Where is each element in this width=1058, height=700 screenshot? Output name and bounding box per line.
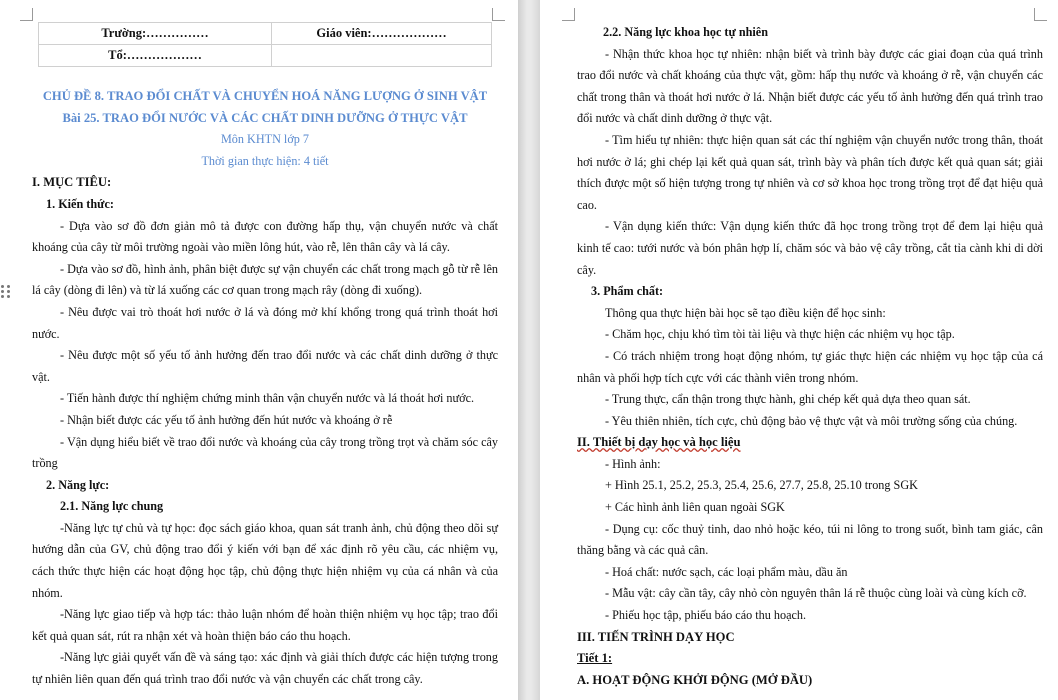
margin-corner-mark xyxy=(20,8,33,21)
lesson-period-label: Tiết 1: xyxy=(577,651,613,666)
margin-corner-mark xyxy=(562,8,575,21)
lesson-period-heading xyxy=(577,648,1043,670)
subsection-heading: 2.2. Năng lực khoa học tự nhiên xyxy=(603,25,768,39)
group-cell[interactable]: Tổ:……………… xyxy=(39,45,272,67)
subject-line: Môn KHTN lớp 7 xyxy=(220,132,310,147)
paragraph: - Yêu thiên nhiên, tích cực, chủ động bảo vệ thực vật và môi trường sống của chúng. xyxy=(605,413,1018,428)
document-page-left[interactable] xyxy=(0,0,518,700)
paragraph: -Năng lực giải quyết vấn đề và sáng tạo: xác định và giải thích được các hiện tượng trong tự nhiên liên quan đến quá trình trao đổi nước và vận chuyển các chất trong cây. xyxy=(32,650,498,687)
duration-line: Thời gian thực hiện: 4 tiết xyxy=(201,153,329,168)
section-heading xyxy=(577,432,1043,454)
margin-corner-mark xyxy=(492,8,505,21)
paragraph: + Các hình ảnh liên quan ngoài SGK xyxy=(605,500,785,515)
activity-heading: A. HOẠT ĐỘNG KHỞI ĐỘNG (MỞ ĐẦU) xyxy=(577,672,813,687)
right-page-content[interactable] xyxy=(577,22,1043,691)
paragraph: - Hình ảnh: xyxy=(605,456,661,471)
paragraph: - Nhận biết được các yếu tố ảnh hưởng đến hút nước và khoáng ở rễ xyxy=(60,412,393,427)
paragraph: - Có trách nhiệm trong hoạt động nhóm, tự giác thực hiện các nhiệm vụ học tập của cá nhân và phối hợp tích cực với các thành viên trong nhóm. xyxy=(577,348,1043,385)
header-table[interactable] xyxy=(38,22,492,67)
paragraph: - Nhận thức khoa học tự nhiên: nhận biết và trình bày được các giai đoạn của quá trình trao đổi nước và chất khoáng của thực vật, gồm: hấp thụ nước và khoáng ở rễ, vận chuyển các chất trong thân và thoát hơi nước ở lá. Nhận biết được các yếu tố ảnh hưởng đến quá trình trao đổi nước và chất dinh dưỡng ở thực vật. xyxy=(577,46,1043,126)
school-cell[interactable]: Trường:…………… xyxy=(39,23,272,45)
left-page-content[interactable] xyxy=(32,86,498,691)
subsection-heading: 1. Kiến thức: xyxy=(46,196,114,211)
paragraph: + Hình 25.1, 25.2, 25.3, 25.4, 25.6, 27.7, 25.8, 25.10 trong SGK xyxy=(605,478,918,493)
page-gutter xyxy=(518,0,540,700)
subsection-heading: 3. Phẩm chất: xyxy=(591,284,664,299)
spellcheck-underlined-heading: II. Thiết bị dạy học và học liệu xyxy=(577,435,741,450)
lesson-title: Bài 25. TRAO ĐỔI NƯỚC VÀ CÁC CHẤT DINH DƯỠNG Ở THỰC VẬT xyxy=(62,110,468,125)
paragraph: - Nêu được một số yếu tố ảnh hưởng đến trao đổi nước và các chất dinh dưỡng ở thực vật. xyxy=(32,348,498,384)
paragraph: - Chăm học, chịu khó tìm tòi tài liệu và thực hiện các nhiệm vụ học tập. xyxy=(605,327,955,342)
paragraph: - Vận dụng kiến thức: Vận dụng kiến thức đã học trong trồng trọt để đem lại hiệu quả kinh tế cao: tưới nước và bón phân hợp lí, chăm sóc và bảo vệ cây trồng, cắt tỉa cành khi di dời cây. xyxy=(577,219,1043,277)
paragraph: - Phiếu học tập, phiếu báo cáo thu hoạch. xyxy=(605,608,807,623)
subsection-heading: 2.1. Năng lực chung xyxy=(60,499,164,514)
paragraph: - Vận dụng hiểu biết về trao đổi nước và khoáng của cây trong trồng trọt và chăm sóc cây trồng xyxy=(32,434,498,471)
paragraph: Thông qua thực hiện bài học sẽ tạo điều kiện để học sinh: xyxy=(605,305,886,320)
paragraph: - Mẫu vật: cây cần tây, cây nhỏ còn nguyên thân lá rễ thuộc cùng loài và cùng kích cỡ. xyxy=(605,586,1027,601)
teacher-cell[interactable]: Giáo viên:……………… xyxy=(272,23,492,45)
margin-corner-mark xyxy=(1034,8,1047,21)
empty-cell[interactable] xyxy=(272,45,492,67)
topic-title: CHỦ ĐỀ 8. TRAO ĐỔI CHẤT VÀ CHUYỂN HOÁ NĂNG LƯỢNG Ở SINH VẬT xyxy=(42,89,488,103)
paragraph: - Tiến hành được thí nghiệm chứng minh thân vận chuyển nước và lá thoát hơi nước. xyxy=(60,391,475,406)
paragraph: -Năng lực giao tiếp và hợp tác: thảo luận nhóm để hoàn thiện nhiệm vụ học tập; trao đổi kết quả quan sát, rút ra nhận xét và hoàn thiện báo cáo thu hoạch. xyxy=(32,607,498,643)
subsection-heading: 2. Năng lực: xyxy=(46,477,110,492)
move-handle-icon[interactable] xyxy=(1,285,11,303)
paragraph: - Dụng cụ: cốc thuỷ tinh, dao nhỏ hoặc kéo, túi ni lông to trong suốt, bình tam giác, cân thăng bằng và các quả cân. xyxy=(577,521,1043,558)
paragraph: - Tìm hiểu tự nhiên: thực hiện quan sát các thí nghiệm vận chuyển nước trong thân, thoát hơi nước ở lá; ghi chép lại kết quả quan sát, trình bày và phân tích được kết quả quan sát; giải thích được một số hiện tượng trong tự nhiên và cơ sở khoa học trong trồng trọt để đạt hiệu quả cao. xyxy=(577,132,1043,212)
section-heading: III. TIẾN TRÌNH DẠY HỌC xyxy=(577,629,735,644)
paragraph: - Nêu được vai trò thoát hơi nước ở lá và đóng mở khí khổng trong quá trình thoát hơi nước. xyxy=(32,304,498,341)
section-heading: I. MỤC TIÊU: xyxy=(32,175,112,190)
paragraph: -Năng lực tự chủ và tự học: đọc sách giáo khoa, quan sát tranh ảnh, chủ động theo dõi sự hướng dẫn của GV, chủ động trao đổi ý kiến với bạn để xác định rõ yêu cầu, các nhiệm vụ, cách thức thực hiện các hoạt động học tập, chủ động thực hiện nhiệm vụ của cá nhân và của nhóm. xyxy=(32,520,498,600)
paragraph: - Trung thực, cẩn thận trong thực hành, ghi chép kết quả dựa theo quan sát. xyxy=(605,392,971,407)
paragraph: - Dựa vào sơ đồ, hình ảnh, phân biệt được sự vận chuyển các chất trong mạch gỗ từ rễ lên lá cây (dòng đi lên) và từ lá xuống các cơ quan trong mạch rây (dòng đi xuống). xyxy=(32,261,498,298)
paragraph: - Hoá chất: nước sạch, các loại phẩm màu, dầu ăn xyxy=(605,564,848,579)
paragraph: - Dựa vào sơ đồ đơn giản mô tả được con đường hấp thụ, vận chuyển nước và chất khoáng của cây từ môi trường ngoài vào miền lông hút, vào rễ, lên thân cây và lá cây. xyxy=(32,218,498,255)
